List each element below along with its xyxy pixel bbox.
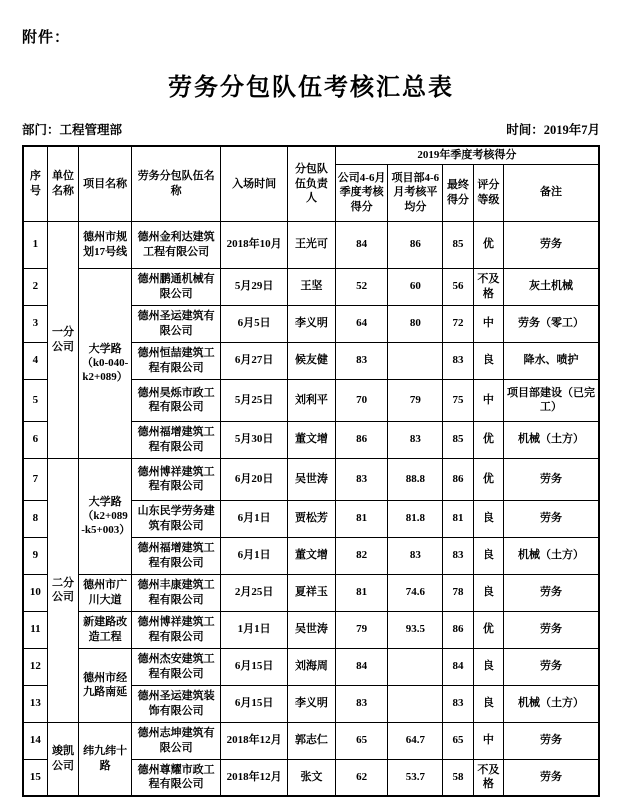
header-grade: 评分等级: [473, 164, 503, 221]
cell-grade: 良: [473, 500, 503, 537]
cell-leader: 王光可: [288, 221, 336, 268]
header-score-group: 2019年季度考核得分: [335, 146, 599, 164]
cell-final-score: 85: [443, 221, 473, 268]
cell-no: 11: [23, 611, 47, 648]
cell-remark: 劳务: [504, 722, 599, 759]
cell-no: 7: [23, 458, 47, 500]
cell-entry-date: 6月5日: [221, 305, 288, 342]
cell-entry-date: 6月27日: [221, 342, 288, 379]
cell-leader: 贾松芳: [288, 500, 336, 537]
table-row: [23, 268, 599, 305]
cell-team: 德州博祥建筑工程有限公司: [131, 611, 220, 648]
cell-no: 9: [23, 537, 47, 574]
cell-project-avg: 86: [388, 221, 443, 268]
cell-entry-date: 1月1日: [221, 611, 288, 648]
header-company-score: 公司4-6月季度考核得分: [335, 164, 388, 221]
cell-no: 13: [23, 685, 47, 722]
cell-leader: 郭志仁: [288, 722, 336, 759]
cell-entry-date: 2018年12月: [221, 722, 288, 759]
cell-project: 德州市规划17号线: [79, 221, 132, 268]
time-label: 时间：2019年7月: [506, 123, 600, 137]
cell-final-score: 72: [443, 305, 473, 342]
cell-grade: 良: [473, 685, 503, 722]
cell-final-score: 83: [443, 342, 473, 379]
cell-team: 德州福增建筑工程有限公司: [131, 421, 220, 458]
cell-company-score: 84: [335, 221, 388, 268]
cell-remark: 灰土机械: [504, 268, 599, 305]
cell-company-score: 82: [335, 537, 388, 574]
cell-no: 3: [23, 305, 47, 342]
cell-final-score: 58: [443, 759, 473, 796]
cell-leader: 吴世涛: [288, 611, 336, 648]
cell-team: 德州福增建筑工程有限公司: [131, 537, 220, 574]
cell-team: 德州恒喆建筑工程有限公司: [131, 342, 220, 379]
cell-no: 5: [23, 379, 47, 421]
cell-no: 10: [23, 574, 47, 611]
cell-company-score: 84: [335, 648, 388, 685]
cell-remark: 机械（土方）: [504, 537, 599, 574]
cell-entry-date: 5月30日: [221, 421, 288, 458]
cell-remark: 劳务（零工）: [504, 305, 599, 342]
cell-entry-date: 6月15日: [221, 685, 288, 722]
cell-team: 德州志坤建筑有限公司: [131, 722, 220, 759]
header-entry: 入场时间: [221, 146, 288, 221]
cell-company-score: 83: [335, 458, 388, 500]
cell-entry-date: 6月15日: [221, 648, 288, 685]
cell-company-score: 79: [335, 611, 388, 648]
cell-leader: 刘海周: [288, 648, 336, 685]
cell-entry-date: 6月1日: [221, 500, 288, 537]
cell-final-score: 65: [443, 722, 473, 759]
cell-team: 德州金利达建筑工程有限公司: [131, 221, 220, 268]
cell-team: 德州尊耀市政工程有限公司: [131, 759, 220, 796]
cell-company-score: 83: [335, 342, 388, 379]
cell-grade: 良: [473, 537, 503, 574]
cell-remark: 项目部建设（已完工）: [504, 379, 599, 421]
cell-team: 山东民学劳务建筑有限公司: [131, 500, 220, 537]
cell-project-avg: [388, 685, 443, 722]
cell-project-avg: 60: [388, 268, 443, 305]
cell-team: 德州丰康建筑工程有限公司: [131, 574, 220, 611]
cell-team: 德州鹏通机械有限公司: [131, 268, 220, 305]
cell-project: 德州市经九路南延: [79, 648, 132, 722]
cell-grade: 优: [473, 611, 503, 648]
cell-grade: 良: [473, 648, 503, 685]
assessment-table: [22, 145, 600, 797]
cell-final-score: 84: [443, 648, 473, 685]
table-row: [23, 611, 599, 648]
cell-unit: 一分公司: [47, 221, 78, 458]
cell-remark: 降水、喷护: [504, 342, 599, 379]
cell-remark: 机械（土方）: [504, 685, 599, 722]
cell-no: 6: [23, 421, 47, 458]
cell-remark: 劳务: [504, 221, 599, 268]
cell-company-score: 64: [335, 305, 388, 342]
cell-grade: 优: [473, 221, 503, 268]
cell-leader: 候友健: [288, 342, 336, 379]
cell-leader: 王坚: [288, 268, 336, 305]
cell-no: 8: [23, 500, 47, 537]
cell-project-avg: 80: [388, 305, 443, 342]
header-unit: 单位名称: [47, 146, 78, 221]
cell-entry-date: 5月25日: [221, 379, 288, 421]
cell-project-avg: 81.8: [388, 500, 443, 537]
cell-project-avg: 93.5: [388, 611, 443, 648]
cell-project: 德州市广川大道: [79, 574, 132, 611]
cell-company-score: 70: [335, 379, 388, 421]
cell-project: 大学路（k0-040-k2+089）: [79, 268, 132, 458]
cell-team: 德州杰安建筑工程有限公司: [131, 648, 220, 685]
cell-project-avg: 88.8: [388, 458, 443, 500]
cell-grade: 中: [473, 305, 503, 342]
cell-project-avg: 64.7: [388, 722, 443, 759]
cell-final-score: 75: [443, 379, 473, 421]
cell-remark: 劳务: [504, 759, 599, 796]
table-row: [23, 648, 599, 685]
cell-remark: 劳务: [504, 574, 599, 611]
cell-project-avg: 53.7: [388, 759, 443, 796]
attachment-label: 附件：: [22, 30, 71, 46]
cell-project: 纬九纬十路: [79, 722, 132, 796]
cell-company-score: 62: [335, 759, 388, 796]
cell-entry-date: 2018年10月: [221, 221, 288, 268]
table-row: [23, 722, 599, 759]
header-team: 劳务分包队伍名称: [131, 146, 220, 221]
cell-remark: 机械（土方）: [504, 421, 599, 458]
cell-no: 2: [23, 268, 47, 305]
cell-entry-date: 6月1日: [221, 537, 288, 574]
cell-company-score: 81: [335, 500, 388, 537]
cell-final-score: 86: [443, 458, 473, 500]
cell-leader: 夏祥玉: [288, 574, 336, 611]
cell-no: 12: [23, 648, 47, 685]
cell-company-score: 86: [335, 421, 388, 458]
cell-grade: 优: [473, 421, 503, 458]
cell-no: 1: [23, 221, 47, 268]
cell-team: 德州圣运建筑装饰有限公司: [131, 685, 220, 722]
cell-project-avg: 83: [388, 537, 443, 574]
cell-team: 德州圣运建筑有限公司: [131, 305, 220, 342]
cell-leader: 李义明: [288, 305, 336, 342]
cell-company-score: 81: [335, 574, 388, 611]
cell-company-score: 83: [335, 685, 388, 722]
cell-project-avg: 83: [388, 421, 443, 458]
cell-no: 14: [23, 722, 47, 759]
cell-unit: 竣凯公司: [47, 722, 78, 796]
header-project: 项目名称: [79, 146, 132, 221]
cell-remark: 劳务: [504, 458, 599, 500]
table-row: [23, 221, 599, 268]
cell-no: 4: [23, 342, 47, 379]
cell-entry-date: 2018年12月: [221, 759, 288, 796]
cell-entry-date: 6月20日: [221, 458, 288, 500]
cell-unit: 二分公司: [47, 458, 78, 722]
cell-final-score: 83: [443, 685, 473, 722]
cell-leader: 董文增: [288, 537, 336, 574]
cell-grade: 中: [473, 722, 503, 759]
cell-project-avg: 74.6: [388, 574, 443, 611]
cell-team: 德州博祥建筑工程有限公司: [131, 458, 220, 500]
header-project-avg: 项目部4-6月考核平均分: [388, 164, 443, 221]
cell-leader: 刘利平: [288, 379, 336, 421]
cell-grade: 良: [473, 342, 503, 379]
cell-final-score: 86: [443, 611, 473, 648]
cell-remark: 劳务: [504, 500, 599, 537]
cell-grade: 中: [473, 379, 503, 421]
cell-leader: 董文增: [288, 421, 336, 458]
cell-leader: 李义明: [288, 685, 336, 722]
department-label: 部门：工程管理部: [22, 123, 123, 137]
cell-project: 新建路改造工程: [79, 611, 132, 648]
cell-leader: 吴世涛: [288, 458, 336, 500]
cell-grade: 不及格: [473, 759, 503, 796]
cell-grade: 优: [473, 458, 503, 500]
cell-grade: 良: [473, 574, 503, 611]
cell-project-avg: 79: [388, 379, 443, 421]
page-title: 劳务分包队伍考核汇总表: [168, 75, 454, 101]
cell-project-avg: [388, 342, 443, 379]
cell-grade: 不及格: [473, 268, 503, 305]
cell-entry-date: 5月29日: [221, 268, 288, 305]
cell-entry-date: 2月25日: [221, 574, 288, 611]
cell-remark: 劳务: [504, 648, 599, 685]
table-row: [23, 574, 599, 611]
header-remark: 备注: [504, 164, 599, 221]
cell-final-score: 56: [443, 268, 473, 305]
cell-team: 德州昊烁市政工程有限公司: [131, 379, 220, 421]
meta-row: [22, 120, 600, 138]
header-leader: 分包队伍负责人: [288, 146, 336, 221]
cell-final-score: 81: [443, 500, 473, 537]
cell-project-avg: [388, 648, 443, 685]
cell-company-score: 52: [335, 268, 388, 305]
cell-remark: 劳务: [504, 611, 599, 648]
cell-final-score: 78: [443, 574, 473, 611]
cell-company-score: 65: [335, 722, 388, 759]
header-no: 序号: [23, 146, 47, 221]
table-row: [23, 458, 599, 500]
header-final-score: 最终得分: [443, 164, 473, 221]
cell-final-score: 83: [443, 537, 473, 574]
cell-no: 15: [23, 759, 47, 796]
cell-final-score: 85: [443, 421, 473, 458]
cell-project: 大学路（k2+089-k5+003）: [79, 458, 132, 574]
cell-leader: 张文: [288, 759, 336, 796]
